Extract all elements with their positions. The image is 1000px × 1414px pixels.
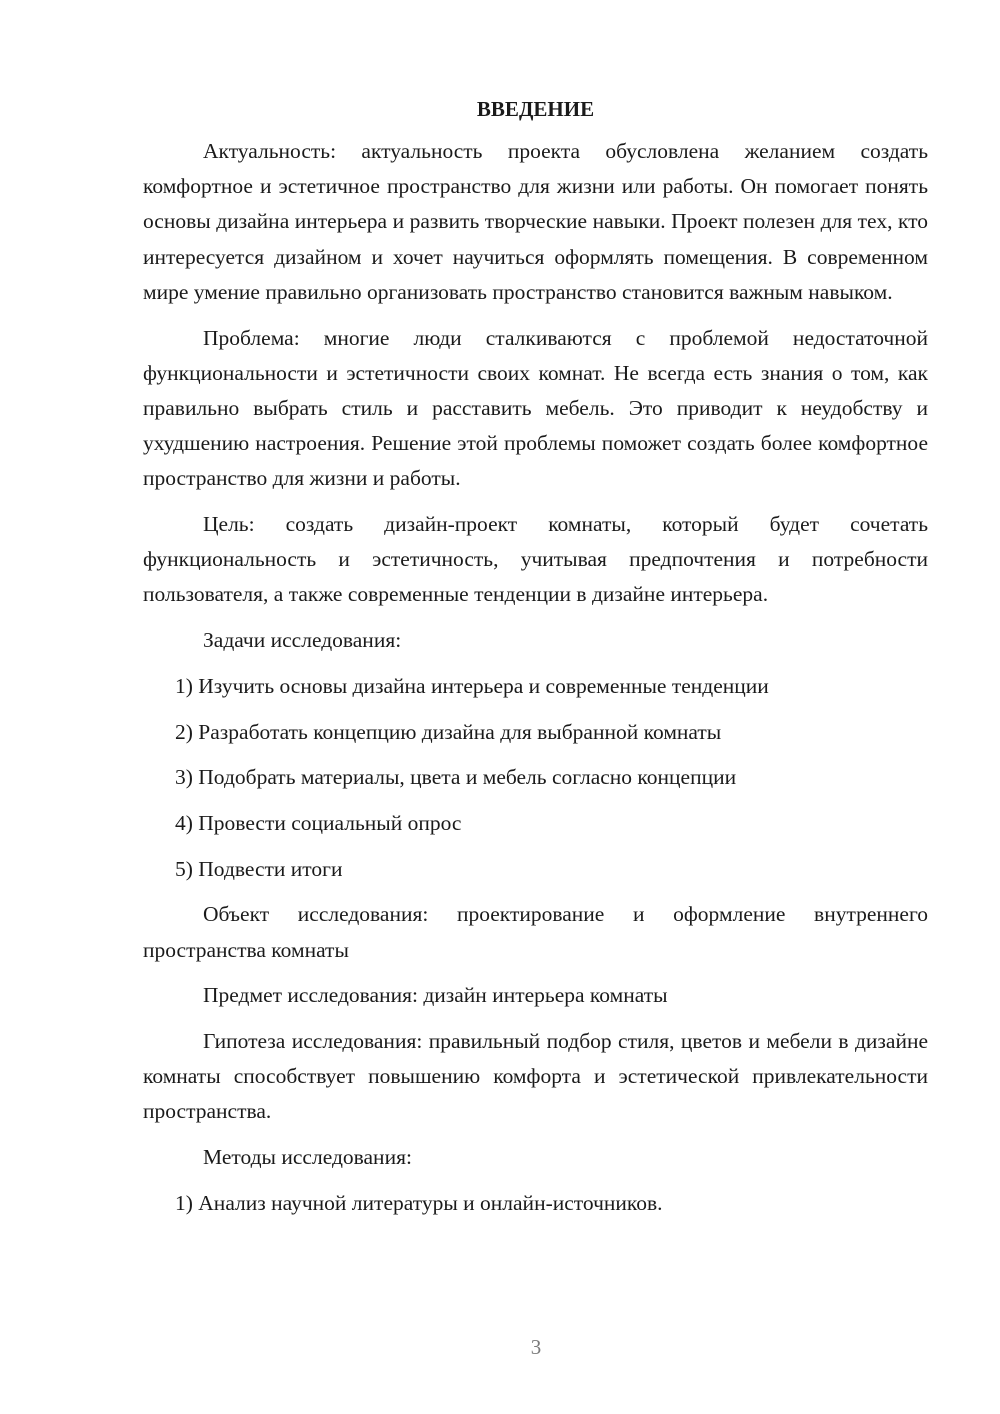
page-body: [143, 92, 928, 1231]
page-title: ВВЕДЕНИЕ: [476, 97, 595, 121]
tasks-list: [143, 669, 928, 887]
methods-list: [143, 1186, 928, 1221]
relevance-paragraph: Актуальность: актуальность проекта обусловлена желанием создать комфортное и эстетичное пространство для жизни или работы. Он помогает понять основы дизайна интерьера и развить творческие навыки. Проект полезен для тех, кто интересуется дизайном и хочет научиться оформлять помещения. В современном мире умение правильно организовать пространство становится важным навыком.: [143, 139, 928, 304]
object-paragraph: Объект исследования: проектирование и оформление внутреннего пространства комнаты: [143, 902, 928, 962]
list-item: 1) Изучить основы дизайна интерьера и современные тенденции: [175, 673, 769, 698]
tasks-heading: Задачи исследования:: [203, 628, 402, 653]
list-item: 2) Разработать концепцию дизайна для выбранной комнаты: [175, 719, 722, 744]
list-item: 1) Анализ научной литературы и онлайн-источников.: [175, 1190, 663, 1215]
goal-paragraph: Цель: создать дизайн-проект комнаты, который будет сочетать функциональность и эстетичность, учитывая предпочтения и потребности пользователя, а также современные тенденции в дизайне интерьера.: [143, 512, 928, 607]
methods-heading: Методы исследования:: [203, 1145, 412, 1170]
page-number: 3: [530, 1335, 542, 1359]
list-item: 3) Подобрать материалы, цвета и мебель согласно концепции: [175, 765, 737, 790]
problem-paragraph: Проблема: многие люди сталкиваются с проблемой недостаточной функциональности и эстетичности своих комнат. Не всегда есть знания о том, как правильно выбрать стиль и расставить мебель. Это приводит к неудобству и ухудшению настроения. Решение этой проблемы поможет создать более комфортное пространство для жизни и работы.: [143, 325, 928, 491]
list-item: 4) Провести социальный опрос: [175, 810, 462, 835]
subject-paragraph: Предмет исследования: дизайн интерьера комнаты: [203, 983, 668, 1008]
list-item: 5) Подвести итоги: [175, 856, 343, 881]
hypothesis-paragraph: Гипотеза исследования: правильный подбор стиля, цветов и мебели в дизайне комнаты способствует повышению комфорта и эстетической привлекательности пространства.: [143, 1028, 928, 1124]
